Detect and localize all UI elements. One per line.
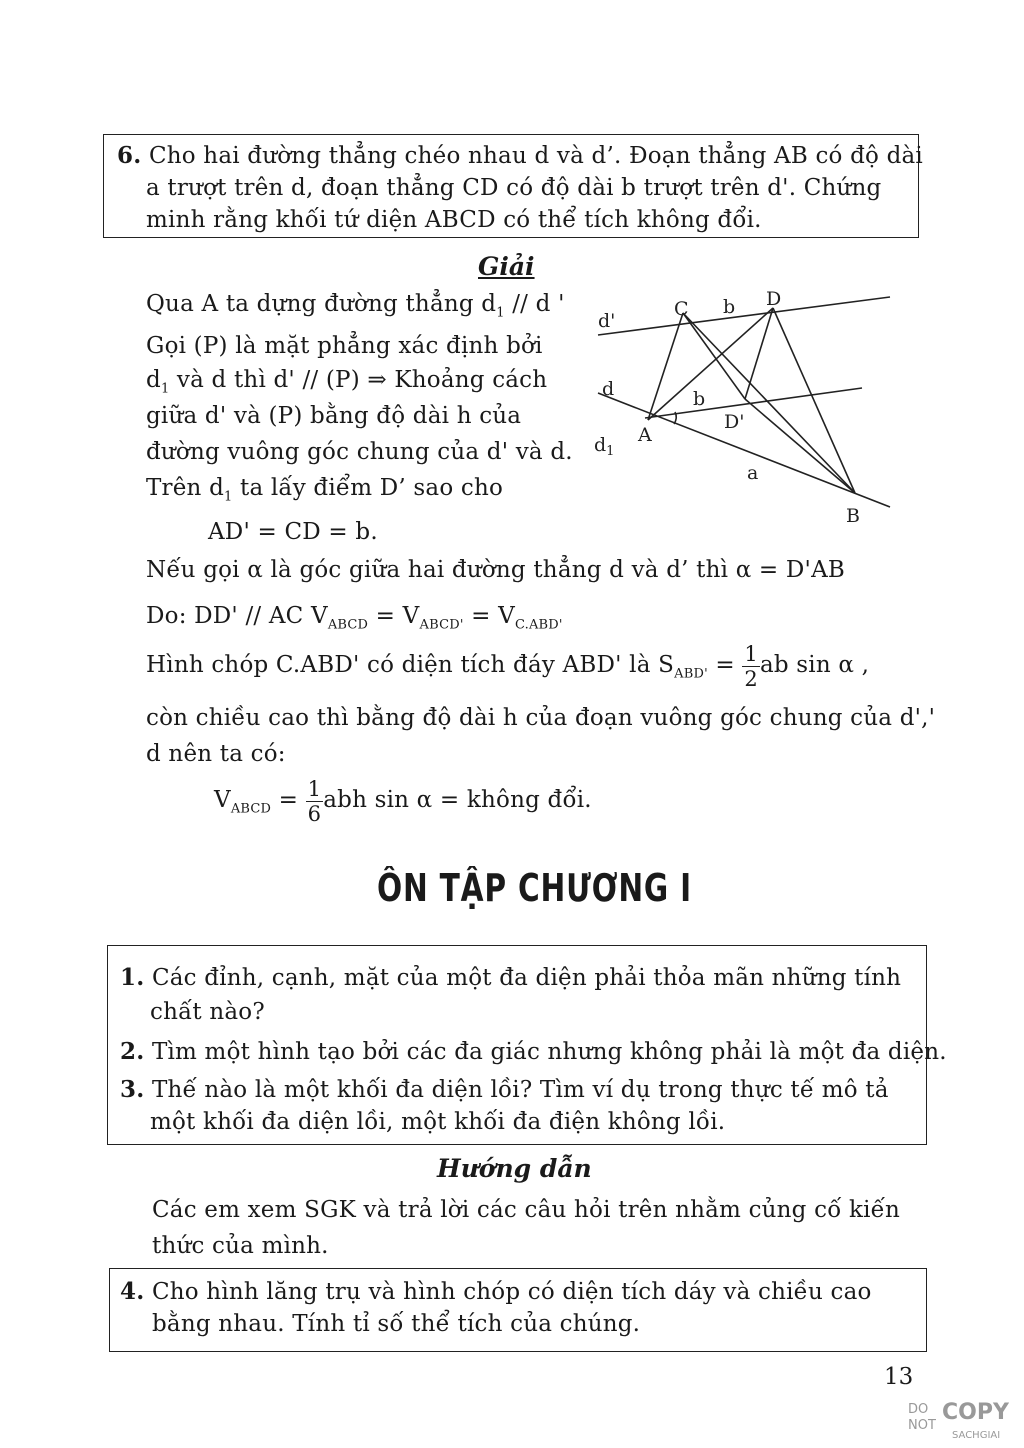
watermark-stamp bbox=[906, 1400, 1020, 1446]
guide-heading: Hướng dẫn bbox=[437, 1154, 592, 1183]
solution-line-3: $d_1$ và d thì d' // (P) ⇒ Khoảng cách bbox=[146, 367, 548, 397]
solution-line-6: Trên $d_1$ ta lấy điểm D’ sao cho bbox=[146, 475, 504, 505]
label-d: d bbox=[602, 378, 615, 400]
guide-line-1: Các em xem SGK và trả lời các câu hỏi trên nhằm củng cố kiến bbox=[152, 1197, 901, 1223]
solution-line-10: Hình chóp C.ABD' có diện tích đáy ABD' là $S_{ABD'}$ = $\frac{1}{2}$ ab sin α , bbox=[146, 641, 870, 691]
problem-4-line-1: 4. Cho hình lăng trụ và hình chóp có diện tích dáy và chiều cao bbox=[120, 1278, 872, 1305]
label-D: D bbox=[766, 288, 782, 310]
label-d-prime: d' bbox=[598, 310, 616, 332]
solution-line-8: Nếu gọi α là góc giữa hai đường thẳng d và d’ thì α = D'AB bbox=[146, 557, 845, 583]
label-D-prime: D' bbox=[724, 411, 745, 433]
review-q3-line-1: 3. Thế nào là một khối đa diện lồi? Tìm ví dụ trong thực tế mô tả bbox=[120, 1076, 889, 1103]
problem-6-line-3: minh rằng khối tứ diện ABCD có thể tích không đổi. bbox=[146, 207, 762, 233]
label-d1: $d_1$ bbox=[594, 434, 615, 459]
solution-line-2: Gọi (P) là mặt phẳng xác định bởi bbox=[146, 333, 543, 359]
label-B: B bbox=[846, 505, 860, 527]
watermark-copy: COPY bbox=[942, 1400, 1009, 1425]
label-A: A bbox=[638, 424, 652, 446]
solution-line-9: Do: DD' // AC $V_{ABCD} = V_{ABCD'} = V_{C.ABD'}$ bbox=[146, 603, 563, 633]
watermark-not: NOT bbox=[908, 1418, 936, 1433]
line-d-prime bbox=[598, 297, 890, 335]
guide-line-2: thức của mình. bbox=[152, 1233, 329, 1259]
watermark-do: DO bbox=[908, 1402, 929, 1417]
problem-4-line-2: bằng nhau. Tính tỉ số thể tích của chúng. bbox=[152, 1311, 641, 1337]
chapter-title: ÔN TẬP CHƯƠNG I bbox=[377, 866, 692, 910]
label-b-top: b bbox=[723, 296, 736, 318]
solution-heading: Giải bbox=[478, 252, 535, 281]
review-q1-line-2: chất nào? bbox=[150, 999, 265, 1025]
label-a: a bbox=[747, 462, 759, 484]
problem-number: 6. bbox=[117, 142, 142, 169]
solution-line-4: giữa d' và (P) bằng độ dài h của bbox=[146, 403, 522, 429]
problem-6-line-2: a trượt trên d, đoạn thẳng CD có độ dài b trượt trên d'. Chứng bbox=[146, 175, 882, 201]
label-C: C bbox=[674, 298, 689, 320]
review-q1-line-1: 1. Các đỉnh, cạnh, mặt của một đa diện phải thỏa mãn những tính bbox=[120, 964, 902, 991]
fraction-one-sixth: $\frac{1}{6}$ bbox=[307, 776, 322, 826]
solution-line-7: AD' = CD = b. bbox=[208, 519, 378, 545]
tetrahedron-figure bbox=[590, 285, 910, 545]
solution-line-5: đường vuông góc chung của d' và d. bbox=[146, 439, 573, 465]
solution-line-1: Qua A ta dựng đường thẳng $d_1$ // d ' bbox=[146, 291, 565, 321]
review-q3-line-2: một khối đa diện lồi, một khối đa điện không lồi. bbox=[150, 1109, 726, 1135]
problem-6-line-1: 6. Cho hai đường thẳng chéo nhau d và d’. Đoạn thẳng AB có độ dài bbox=[117, 142, 923, 169]
solution-line-12: d nên ta có: bbox=[146, 741, 286, 767]
page-number: 13 bbox=[884, 1364, 914, 1390]
solution-line-13: $V_{ABCD}$ = $\frac{1}{6}$ abh sin α = không đổi. bbox=[214, 776, 592, 826]
watermark-brand: SACHGIAI bbox=[952, 1430, 1001, 1441]
solution-line-11: còn chiều cao thì bằng độ dài h của đoạn vuông góc chung của d',' bbox=[146, 705, 936, 731]
fraction-one-half: $\frac{1}{2}$ bbox=[744, 641, 758, 691]
label-b-mid: b bbox=[693, 388, 706, 410]
review-q2-line-1: 2. Tìm một hình tạo bởi các đa giác nhưng không phải là một đa diện. bbox=[120, 1038, 947, 1065]
